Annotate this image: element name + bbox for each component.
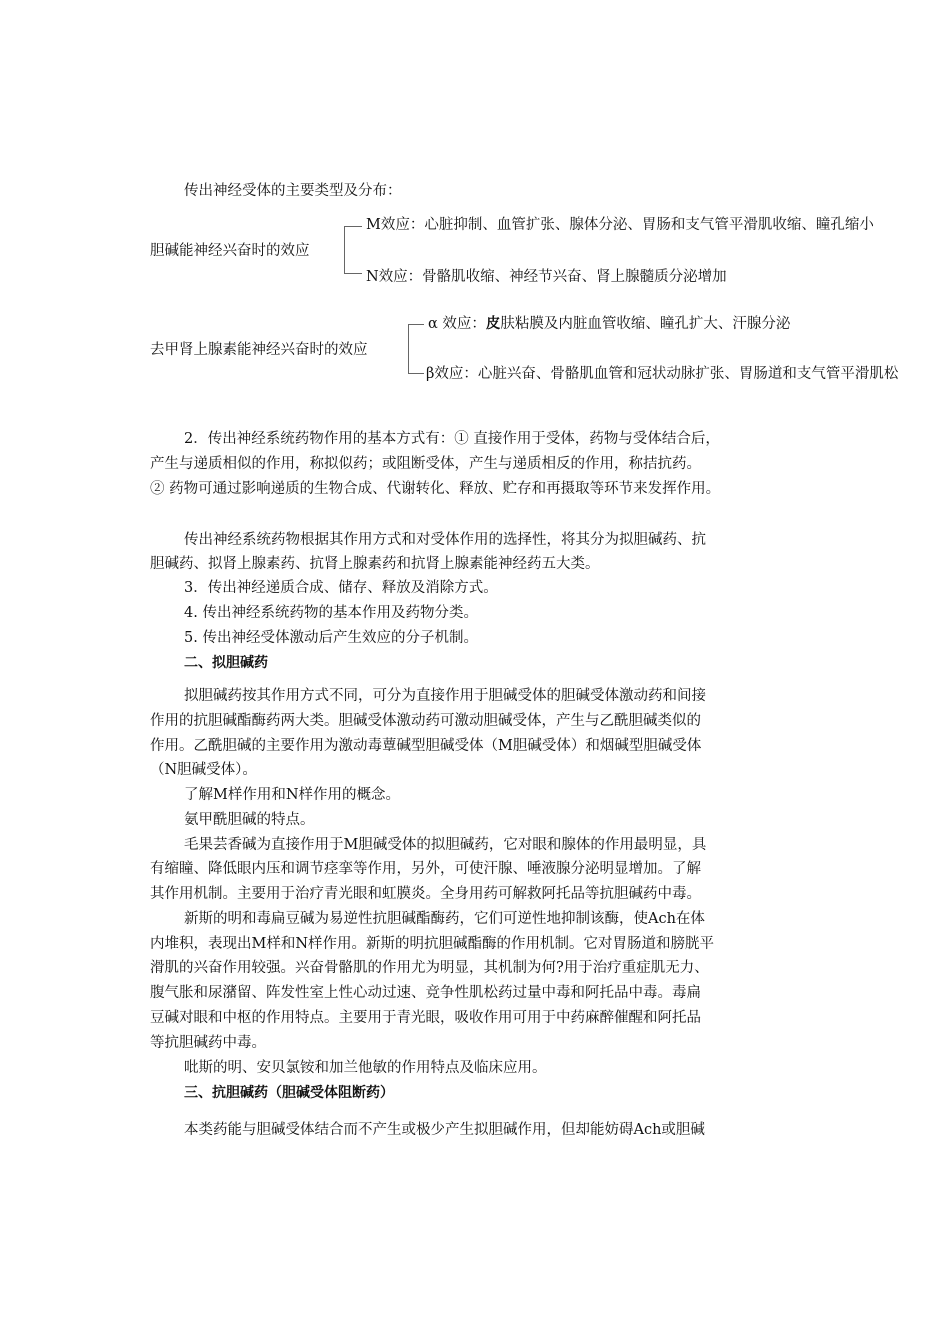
- paragraph-line: 产生与递质相似的作用，称拟似药；或阻断受体，产生与递质相反的作用，称拮抗药。: [150, 456, 701, 472]
- paragraph-line: 2．传出神经系统药物作用的基本方式有：① 直接作用于受体，药物与受体结合后，: [184, 431, 720, 447]
- adrenergic-bracket-top: [408, 324, 424, 325]
- alpha-prefix: α: [428, 316, 438, 332]
- receptor-intro-title: 传出神经受体的主要类型及分布：: [184, 183, 402, 199]
- paragraph-line: 豆碱对眼和中枢的作用特点。主要用于青光眼，吸收作用可用于中药麻醉催醒和阿托品: [150, 1010, 701, 1026]
- paragraph-line: 本类药能与胆碱受体结合而不产生或极少产生拟胆碱作用，但却能妨碍Ach或胆碱: [184, 1122, 705, 1138]
- paragraph-line: （N胆碱受体）。: [150, 762, 257, 778]
- alpha-skin-char: 皮: [485, 316, 501, 332]
- paragraph-line: ② 药物可通过影响递质的生物合成、代谢转化、释放、贮存和再摄取等环节来发挥作用。: [150, 481, 721, 497]
- cholinergic-label: 胆碱能神经兴奋时的效应: [150, 243, 310, 259]
- alpha-effect-label: 效应：: [437, 316, 486, 332]
- paragraph-line: 其作用机制。主要用于治疗青光眼和虹膜炎。全身用药可解救阿托品等抗胆碱药中毒。: [150, 886, 701, 902]
- alpha-effect-row: [428, 314, 790, 334]
- paragraph-line: 新斯的明和毒扁豆碱为易逆性抗胆碱酯酶药，它们可逆性地抑制该酶，使Ach在体: [184, 911, 705, 927]
- m-effect-row: [366, 215, 874, 235]
- adrenergic-bracket-bottom: [408, 373, 424, 374]
- paragraph-line: 滑肌的兴奋作用较强。兴奋骨骼肌的作用尤为明显，其机制为何?用于治疗重症肌无力、: [150, 960, 709, 976]
- n-effect-text: 效应：骨骼肌收缩、神经节兴奋、肾上腺髓质分泌增加: [378, 269, 727, 285]
- adrenergic-label: 去甲肾上腺素能神经兴奋时的效应: [150, 342, 368, 358]
- cholinergic-bracket-bottom: [344, 273, 362, 274]
- paragraph-line: 3．传出神经递质合成、储存、释放及消除方式。: [184, 580, 498, 596]
- paragraph-line: 等抗胆碱药中毒。: [150, 1035, 266, 1051]
- section-heading-cholinomimetics: 二、拟胆碱药: [184, 655, 268, 671]
- cholinergic-bracket-vertical: [344, 226, 345, 274]
- section-heading-anticholinergics: 三、抗胆碱药（胆碱受体阻断药）: [184, 1085, 394, 1101]
- paragraph-line: 拟胆碱药按其作用方式不同，可分为直接作用于胆碱受体的胆碱受体激动药和间接: [184, 688, 706, 704]
- paragraph-line: 腹气胀和尿潴留、阵发性室上性心动过速、竞争性肌松药过量中毒和阿托品中毒。毒扁: [150, 985, 701, 1001]
- paragraph-line: 作用。乙酰胆碱的主要作用为激动毒蕈碱型胆碱受体（M胆碱受体）和烟碱型胆碱受体: [150, 738, 702, 754]
- beta-effect-row: β效应：心脏兴奋、骨骼肌血管和冠状动脉扩张、胃肠道和支气管平滑肌松: [426, 366, 899, 382]
- n-effect-prefix: N: [366, 269, 379, 285]
- paragraph-line: 胆碱药、拟肾上腺素药、抗肾上腺素药和抗肾上腺素能神经药五大类。: [150, 556, 600, 572]
- paragraph-line: 5. 传出神经受体激动后产生效应的分子机制。: [184, 630, 478, 646]
- paragraph-line: 氨甲酰胆碱的特点。: [184, 812, 315, 828]
- paragraph-line: 传出神经系统药物根据其作用方式和对受体作用的选择性，将其分为拟胆碱药、抗: [184, 532, 706, 548]
- paragraph-line: 内堆积，表现出M样和N样作用。新斯的明抗胆碱酯酶的作用机制。它对胃肠道和膀胱平: [150, 936, 715, 952]
- m-effect-prefix: M: [366, 217, 381, 233]
- n-effect-row: [366, 267, 727, 287]
- paragraph-line: 吡斯的明、安贝氯铵和加兰他敏的作用特点及临床应用。: [184, 1060, 547, 1076]
- cholinergic-bracket-top: [344, 226, 362, 227]
- alpha-effect-rest: 肤粘膜及内脏血管收缩、瞳孔扩大、汗腺分泌: [500, 316, 791, 332]
- paragraph-line: 毛果芸香碱为直接作用于M胆碱受体的拟胆碱药，它对眼和腺体的作用最明显，具: [184, 837, 707, 853]
- paragraph-line: 作用的抗胆碱酯酶药两大类。胆碱受体激动药可激动胆碱受体，产生与乙酰胆碱类似的: [150, 713, 701, 729]
- m-effect-text: 效应：心脏抑制、血管扩张、腺体分泌、胃肠和支气管平滑肌收缩、瞳孔缩小: [380, 217, 874, 233]
- adrenergic-bracket-vertical: [408, 324, 409, 374]
- paragraph-line: 有缩瞳、降低眼内压和调节痉挛等作用，另外，可使汗腺、唾液腺分泌明显增加。了解: [150, 861, 701, 877]
- paragraph-line: 了解M样作用和N样作用的概念。: [184, 787, 401, 803]
- paragraph-line: 4. 传出神经系统药物的基本作用及药物分类。: [184, 605, 478, 621]
